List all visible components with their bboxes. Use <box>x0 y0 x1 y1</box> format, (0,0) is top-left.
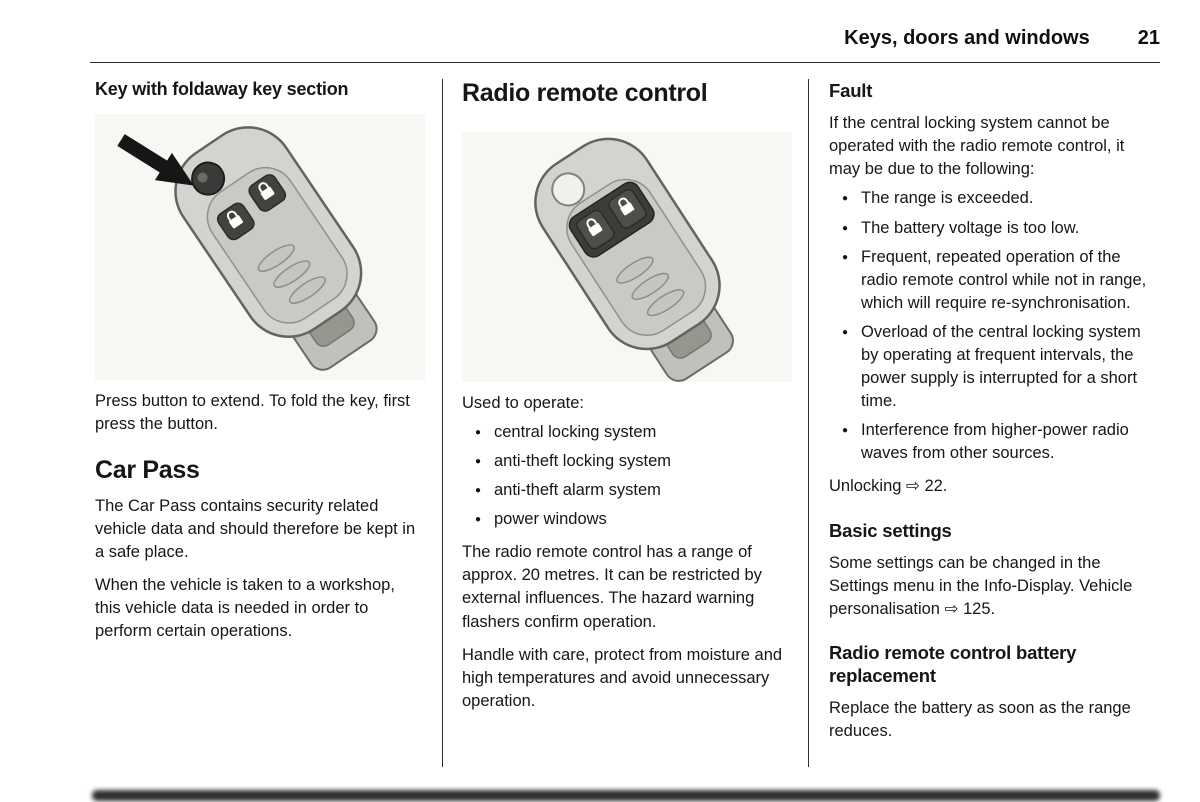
bullet-icon <box>462 421 494 444</box>
section-title-battery-replacement: Radio remote control battery replacement <box>829 641 1077 687</box>
operate-list <box>462 421 791 531</box>
section-title-radio-remote: Radio remote control <box>462 79 708 107</box>
basic-settings-paragraph: Some settings can be changed in the Settings menu in the Info-Display. Vehicle personalisation ⇨ 125. <box>829 553 1133 618</box>
list-item <box>829 217 1160 240</box>
column-fault <box>808 79 1160 767</box>
radio-remote-figure <box>462 132 792 382</box>
bullet-icon <box>462 450 494 473</box>
column-foldaway-key <box>95 79 442 767</box>
section-title-fault: Fault <box>829 80 873 101</box>
list-item-text: The battery voltage is too low. <box>861 218 1080 237</box>
bullet-icon <box>829 321 861 413</box>
used-to-operate-intro: Used to operate: <box>462 393 584 412</box>
section-title-foldaway-key: Key with foldaway key section <box>95 79 349 99</box>
list-item <box>829 321 1160 413</box>
list-item-text: anti-theft alarm system <box>494 481 661 500</box>
section-title-basic-settings: Basic settings <box>829 519 952 541</box>
list-item <box>829 187 1160 210</box>
column-radio-remote <box>442 79 808 767</box>
radio-remote-key-image <box>462 132 792 382</box>
car-pass-paragraph-2: When the vehicle is taken to a workshop, this vehicle data is needed in order to perform certain operations. <box>95 575 395 640</box>
chapter-title: Keys, doors and windows <box>844 27 1090 49</box>
list-item <box>462 450 791 473</box>
unlocking-reference: Unlocking ⇨ 22. <box>829 477 948 496</box>
list-item <box>462 479 791 502</box>
page-header <box>90 27 1160 50</box>
foldaway-key-paragraph: Press button to extend. To fold the key, first press the button. <box>95 391 410 433</box>
section-title-car-pass: Car Pass <box>95 455 200 484</box>
bullet-icon <box>462 508 494 531</box>
list-item <box>462 508 791 531</box>
bullet-icon <box>829 187 861 210</box>
fault-list <box>829 187 1160 465</box>
page-number: 21 <box>1137 27 1160 49</box>
list-item-text: central locking system <box>494 422 657 441</box>
list-item <box>829 246 1160 315</box>
foldaway-key-image <box>95 114 425 380</box>
list-item <box>462 421 791 444</box>
list-item-text: power windows <box>494 510 607 529</box>
list-item-text: anti-theft locking system <box>494 451 671 470</box>
scan-edge-artifact <box>92 790 1160 801</box>
battery-paragraph: Replace the battery as soon as the range reduces. <box>829 699 1131 741</box>
care-paragraph: Handle with care, protect from moisture and high temperatures and avoid unnecessary operation. <box>462 645 783 710</box>
list-item-text: Overload of the central locking system by operating at frequent intervals, the power supply is interrupted for a short time. <box>861 322 1141 411</box>
list-item-text: Frequent, repeated operation of the radio remote control while not in range, which will require re-synchronisation. <box>861 247 1147 312</box>
bullet-icon <box>829 217 861 240</box>
car-pass-paragraph-1: The Car Pass contains security related vehicle data and should therefore be kept in a safe place. <box>95 496 416 561</box>
bullet-icon <box>462 479 494 502</box>
bullet-icon <box>829 246 861 315</box>
range-paragraph: The radio remote control has a range of approx. 20 metres. It can be restricted by external influences. The hazard warning flashers confirm operation. <box>462 543 762 631</box>
content-columns <box>95 79 1160 767</box>
list-item <box>829 419 1160 465</box>
header-divider <box>90 62 1160 63</box>
list-item-text: Interference from higher-power radio waves from other sources. <box>861 421 1129 463</box>
bullet-icon <box>829 419 861 465</box>
list-item-text: The range is exceeded. <box>861 189 1034 208</box>
foldaway-key-figure <box>95 114 425 380</box>
fault-intro: If the central locking system cannot be operated with the radio remote control, it may be due to the following: <box>829 114 1125 179</box>
